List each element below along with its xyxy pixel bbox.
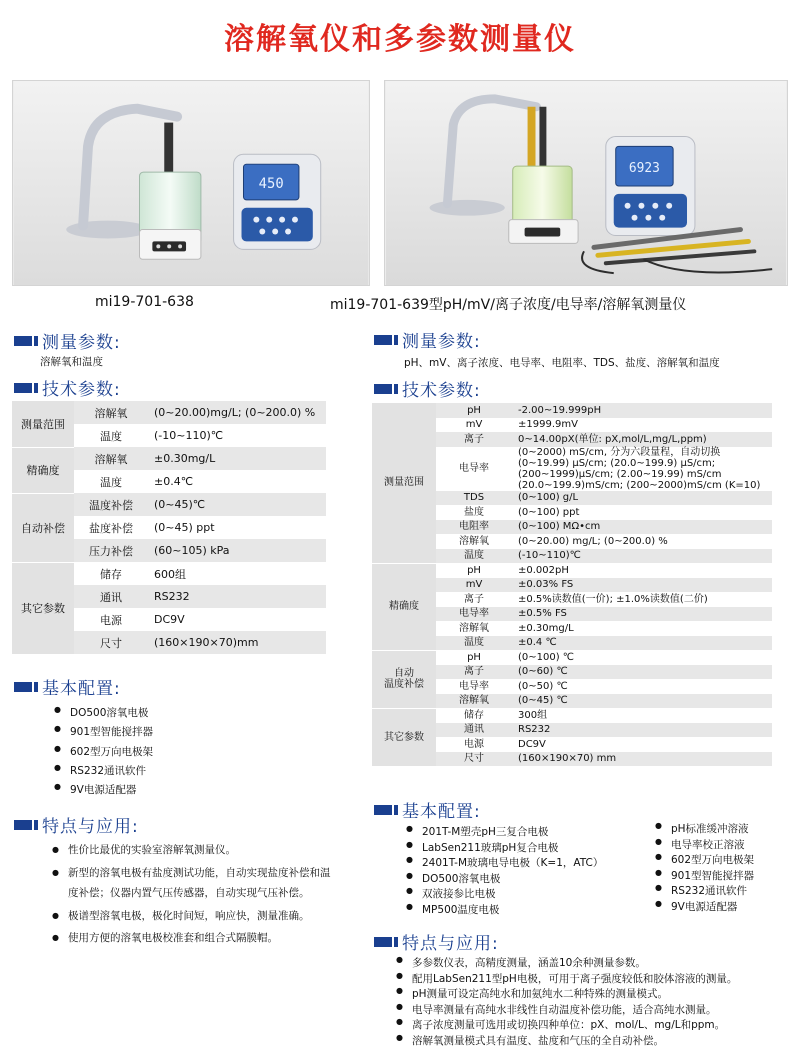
heading-bar-icon — [14, 682, 38, 692]
right-features-heading: 特点与应用: — [374, 929, 499, 954]
spec-param-name: 温度 — [100, 475, 122, 489]
spec-param-value: ±0.4℃ — [154, 475, 194, 488]
spec-param-value: RS232 — [148, 585, 326, 608]
heading-bar-icon — [14, 820, 38, 830]
heading-bar-icon — [374, 937, 398, 947]
spec-param-value: (60~105) kPa — [148, 539, 326, 562]
list-item: ● 溶解氧测量模式具有温度、盐度和气压的全自动补偿。 — [396, 1033, 737, 1049]
spec-param-value: ±0.4 ℃ — [512, 636, 772, 651]
spec-param-name: 通讯 — [74, 585, 148, 608]
spec-param-name: 温度 — [436, 636, 512, 651]
list-item: ● MP500温度电极 — [406, 902, 603, 918]
spec-param-name: 温度 — [436, 549, 512, 564]
list-item: ● 2401T-M玻璃电导电极（K=1，ATC） — [406, 855, 603, 871]
list-item: ● DO500溶氧电极 — [406, 871, 603, 887]
spec-param-name: 盐度补偿 — [89, 521, 133, 535]
spec-param-name: pH — [436, 403, 512, 418]
spec-row — [12, 493, 326, 516]
spec-row — [12, 562, 326, 585]
spec-param-name: 温度补偿 — [74, 493, 148, 516]
spec-row — [372, 650, 772, 665]
spec-row — [372, 563, 772, 578]
list-item: ● 电导率校正溶液 — [655, 837, 754, 853]
spec-param-value: 300组 — [518, 709, 548, 721]
right-tech-heading: 技术参数: — [374, 376, 481, 401]
spec-param-value: ±0.03% FS — [512, 578, 772, 593]
spec-param-name: 溶解氧 — [436, 694, 512, 709]
spec-param-value: -2.00~19.999pH — [512, 403, 772, 418]
spec-param-name: 压力补偿 — [74, 539, 148, 562]
list-item: ● RS232通讯软件 — [54, 763, 153, 782]
left-spec-table — [12, 401, 326, 655]
spec-param-value: ±0.30mg/L — [518, 622, 574, 634]
spec-param-value: DC9V — [154, 613, 185, 626]
spec-param-name: 储存 — [100, 567, 122, 581]
spec-param-name: 离子 — [436, 432, 512, 447]
spec-group-label: 其它参数 — [12, 562, 74, 654]
spec-param-value: (0~100) g/L — [512, 491, 772, 506]
spec-group-label: 精确度 — [12, 447, 74, 493]
list-item: ● 使用方便的溶氧电极校准套和组合式隔膜帽。 — [52, 928, 337, 949]
spec-row — [372, 403, 772, 418]
caption-right-model: mi19-701-639型pH/mV/离子浓度/电导率/溶解氧测量仪 — [330, 297, 687, 313]
spec-param-value: 600组 — [154, 567, 186, 581]
list-item: ● 离子浓度测量可选用或切换四种单位：pX、mol/L、mg/L和ppm。 — [396, 1017, 737, 1033]
left-params-heading: 测量参数: — [14, 328, 121, 353]
right-config-heading: 基本配置: — [374, 797, 481, 822]
list-item: ● 9V电源适配器 — [655, 899, 754, 915]
left-features-heading: 特点与应用: — [14, 812, 139, 837]
spec-group-label: 测量范围 — [372, 403, 436, 563]
spec-group-label: 自动补偿 — [12, 493, 74, 562]
spec-param-name: 电源 — [100, 613, 122, 627]
spec-row — [12, 447, 326, 470]
multi-meter-illustration — [385, 81, 787, 285]
spec-param-value: (0~50) ℃ — [518, 680, 568, 692]
spec-param-name: 电导率 — [459, 463, 489, 474]
spec-param-name: 尺寸 — [436, 752, 512, 767]
left-features-list — [52, 840, 337, 951]
spec-param-name: 电导率 — [459, 680, 489, 692]
heading-bar-icon — [374, 384, 398, 394]
list-item: ● pH标准缓冲溶液 — [655, 821, 754, 837]
product-photo-multi-meter — [384, 80, 788, 286]
spec-param-name: 通讯 — [436, 723, 512, 738]
spec-param-value: ±0.5%读数值(一价); ±1.0%读数值(二价) — [518, 593, 708, 605]
spec-param-name: mV — [436, 578, 512, 593]
right-params-heading: 测量参数: — [374, 327, 481, 352]
left-config-heading: 基本配置: — [14, 674, 121, 699]
spec-param-value: (160×190×70) mm — [512, 752, 772, 767]
right-features-list — [396, 955, 737, 1048]
caption-left-model: mi19-701-638 — [95, 294, 194, 310]
heading-bar-icon — [374, 805, 398, 815]
heading-bar-icon — [374, 335, 398, 345]
spec-group-label: 其它参数 — [372, 708, 436, 766]
list-item: ● 201T-M塑壳pH三复合电极 — [406, 824, 603, 840]
list-item: ● 901型智能搅拌器 — [655, 868, 754, 884]
list-item: ● 新型的溶氧电极有盐度测试功能，自动实现盐度补偿和温度补偿；仪器内置气压传感器，自动实现气压补偿。 — [52, 863, 337, 904]
spec-param-name: 溶解氧 — [74, 447, 148, 470]
spec-param-value: ±1999.9mV — [518, 419, 578, 431]
spec-param-value: 0~14.00pX(单位: pX,mol/L,mg/L,ppm) — [512, 432, 772, 447]
spec-param-value: (0~20.00) mg/L; (0~200.0) % — [518, 535, 668, 547]
right-config-list-2 — [655, 821, 754, 914]
spec-param-name: 电导率 — [436, 607, 512, 622]
spec-group-label: 测量范围 — [12, 401, 74, 447]
spec-param-name: 溶解氧 — [459, 622, 489, 634]
heading-bar-icon — [14, 336, 38, 346]
spec-param-name: 盐度 — [464, 506, 484, 518]
list-item: ● 901型智能搅拌器 — [54, 724, 153, 743]
spec-param-name: 温度 — [100, 429, 122, 443]
list-item: ● 配用LabSen211型pH电极，可用于离子强度较低和胶体溶液的测量。 — [396, 971, 737, 987]
spec-param-name: 溶解氧 — [74, 401, 148, 424]
spec-param-value: ±0.30mg/L — [148, 447, 326, 470]
heading-bar-icon — [14, 383, 38, 393]
right-spec-table — [372, 403, 772, 767]
spec-param-value: (0~20.00)mg/L; (0~200.0) % — [148, 401, 326, 424]
spec-param-name: pH — [467, 564, 481, 576]
spec-param-name: 溶解氧 — [459, 535, 489, 547]
spec-param-value: (0~100) ppt — [518, 506, 580, 518]
list-item: ● RS232通讯软件 — [655, 883, 754, 899]
left-display-reading: 450 — [258, 175, 284, 192]
spec-group-label: 精确度 — [372, 563, 436, 650]
list-item: ● DO500溶氧电极 — [54, 705, 153, 724]
spec-param-name: 离子 — [436, 665, 512, 680]
list-item: ● 多参数仪表，高精度测量，涵盖10余种测量参数。 — [396, 955, 737, 971]
spec-param-name: TDS — [436, 491, 512, 506]
list-item: ● 性价比最优的实验室溶解氧测量仪。 — [52, 840, 337, 861]
spec-param-value: (0~60) ℃ — [512, 665, 772, 680]
list-item: ● 602型万向电极架 — [54, 744, 153, 763]
list-item: ● 极谱型溶氧电极，极化时间短，响应快，测量准确。 — [52, 906, 337, 927]
spec-param-value: (-10~110)℃ — [154, 429, 224, 442]
spec-param-value: (160×190×70)mm — [148, 631, 326, 654]
right-config-list-1 — [406, 824, 603, 917]
list-item: ● pH测量可设定高纯水和加氨纯水二种特殊的测量模式。 — [396, 986, 737, 1002]
spec-param-value: (0~45) ppt — [154, 521, 215, 534]
spec-param-name: 电源 — [464, 738, 484, 750]
list-item: ● 双液接参比电极 — [406, 886, 603, 902]
spec-param-name: mV — [465, 419, 483, 431]
spec-param-name: 离子 — [464, 593, 484, 605]
do-meter-illustration — [13, 81, 369, 285]
left-config-list — [54, 705, 153, 801]
spec-param-value: ±0.5% FS — [512, 607, 772, 622]
spec-param-value: (-10~110)℃ — [512, 549, 772, 564]
spec-param-name: 尺寸 — [74, 631, 148, 654]
list-item: ● 9V电源适配器 — [54, 782, 153, 801]
spec-param-name: 电阻率 — [436, 520, 512, 535]
spec-param-value: ±0.002pH — [518, 564, 569, 576]
list-item: ● LabSen211玻璃pH复合电极 — [406, 840, 603, 856]
list-item: ● 602型万向电极架 — [655, 852, 754, 868]
spec-param-name: pH — [467, 651, 481, 663]
spec-param-value: (0~2000) mS/cm, 分为六段量程，自动切换 (0~19.99) μS/cm; (20.0~199.9) μS/cm; (200~1999)μS/cm; (2.00~19.99) mS/cm (20.0~199.9)mS/cm; (200~2000)mS/cm (K=10) — [518, 446, 761, 491]
spec-param-value: (0~100) ℃ — [518, 651, 575, 663]
list-item: ● 电导率测量有高纯水非线性自动温度补偿功能，适合高纯水测量。 — [396, 1002, 737, 1018]
spec-param-value: RS232 — [512, 723, 772, 738]
left-params-text: 溶解氧和温度 — [40, 356, 103, 368]
spec-group-label: 自动 温度补偿 — [372, 650, 436, 708]
spec-param-value: DC9V — [518, 738, 546, 750]
spec-row — [12, 401, 326, 424]
right-params-text: pH、mV、离子浓度、电导率、电阻率、TDS、盐度、溶解氧和温度 — [404, 357, 720, 369]
left-tech-heading: 技术参数: — [14, 375, 121, 400]
spec-param-value: (0~100) MΩ•cm — [512, 520, 772, 535]
product-photo-do-meter — [12, 80, 370, 286]
spec-row — [372, 708, 772, 723]
spec-param-name: 储存 — [464, 709, 484, 721]
right-display-reading: 6923 — [628, 161, 660, 177]
spec-param-value: (0~45)℃ — [148, 493, 326, 516]
page-title: 溶解氧仪和多参数测量仪 — [224, 22, 576, 57]
spec-param-value: (0~45) ℃ — [512, 694, 772, 709]
